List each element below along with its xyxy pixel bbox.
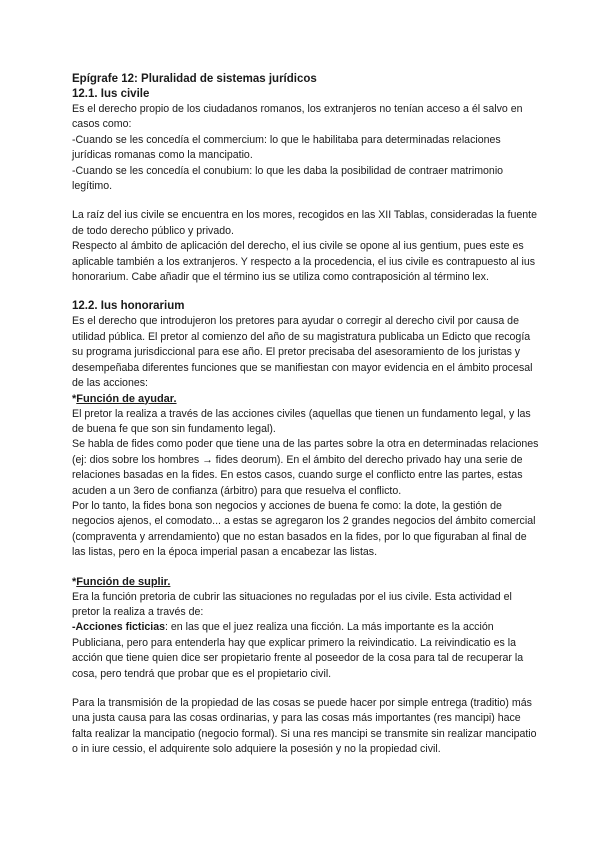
function-suplir-paragraph-1: Era la función pretoria de cubrir las situaciones no reguladas por el ius civile. Esta actividad el pretor la realiza a través de: (72, 590, 512, 618)
function-suplir-paragraph-3: Para la transmisión de la propiedad de las cosas se puede hacer por simple entrega (traditio) más una justa causa para las cosas ordinarias, y para las cosas más importantes (res mancipi) hace falta realizar la mancipatio (negocio formal). Si una res mancipi se transmite sin realizar mancipatio o in iure cessio, el adquirente solo adquiere la posesión y no la propiedad civil. (72, 697, 537, 756)
section-1-intro: Es el derecho propio de los ciudadanos romanos, los extranjeros no tenían acceso a él salvo en casos como: (72, 103, 523, 131)
section-1-heading: 12.1. Ius civile (72, 88, 150, 100)
function-suplir-title: Función de suplir. (76, 575, 171, 588)
section-2-heading: 12.2. Ius honorarium (72, 300, 185, 313)
function-suplir-heading (72, 575, 542, 590)
section-1-paragraph-ambito: Respecto al ámbito de aplicación del derecho, el ius civile se opone al ius gentium, pues este es aplicable también a los extranjeros. Y respecto a la procedencia, el ius civile es contrapuesto al ius honorarium. Cabe añadir que el término ius se utiliza como contraposición al término lex. (72, 240, 536, 284)
function-ayudar-title: Función de ayudar. (76, 392, 177, 405)
function-ayudar-paragraph-1: El pretor la realiza a través de las acciones civiles (aquellas que tienen un fundamento legal, y las de buena fe que son sin fundamento legal). (72, 407, 531, 435)
section-1-item-commercium: -Cuando se les concedía el commercium: lo que le habilitaba para determinadas relaciones jurídicas romanas como la mancipatio. (72, 133, 501, 162)
function-suplir-paragraph-2 (72, 620, 542, 682)
section-1-paragraph-mores: La raíz del ius civile se encuentra en los mores, recogidos en las XII Tablas, consideradas la fuente de todo derecho público y privado. (72, 209, 538, 237)
section-1-item-conubium: -Cuando se les concedía el conubium: lo que les daba la posibilidad de contraer matrimonio legítimo. (72, 164, 504, 193)
function-suplir-marker: * (72, 575, 77, 588)
acciones-ficticias-term: -Acciones ficticias (72, 621, 166, 634)
function-ayudar-heading (72, 392, 542, 407)
function-ayudar-paragraph-2: Se habla de fides como poder que tiene una de las partes sobre la otra en determinadas relaciones (ej: dios sobre los hombres → fides deorum). En el ámbito del derecho privado hay una serie de relaciones basadas en la fides. En estos casos, cuando surge el conflicto entre las partes, estas acuden a un 3ero de confianza (árbitro) para que resuelva el conflicto. (72, 438, 539, 497)
acciones-ficticias-text: : en las que el juez realiza una ficción. La más importante es la acción Publiciana, pero para entenderla hay que explicar primero la reivindicatio. La reivindicatio es la acción que tiene quien dice ser propietario frente al poseedor de la cosa para tal de recuperar la cosa, pero tendrá que probar que es el propietario civil. (72, 621, 524, 680)
function-ayudar-marker: * (72, 392, 77, 405)
page-title: Epígrafe 12: Pluralidad de sistemas jurídicos (72, 73, 317, 85)
function-ayudar-paragraph-3: Por lo tanto, la fides bona son negocios y acciones de buena fe como: la dote, la gestión de negocios ajenos, el comodato... a estas se agregaron los 2 grandes negocios del ámbito comercial (compraventa y arrendamiento) que no estan basados en la fides, por lo que figuraban al final de las listas, pero en la época imperial pasan a encabezar las listas. (72, 499, 536, 559)
section-2-intro: Es el derecho que introdujeron los pretores para ayudar o corregir al derecho civil por causa de utilidad pública. El pretor al comienzo del año de su magistratura publicaba un Edicto que recogía su programa jurisdiccional para ese año. El pretor precisaba del asesoramiento de los juristas y desempeñaba diferentes funciones que se manifiestan con mayor evidencia en el ámbito procesal de las acciones: (72, 315, 533, 390)
